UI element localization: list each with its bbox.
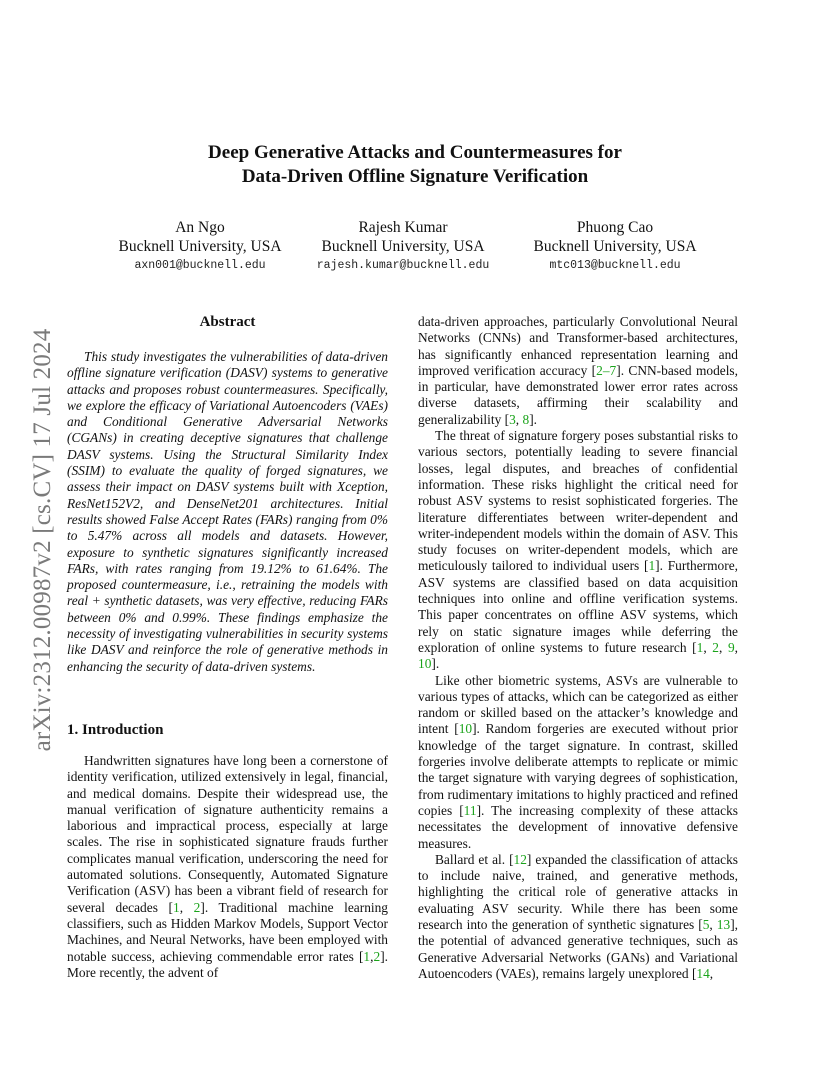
author-block bbox=[100, 218, 300, 276]
citation-link[interactable]: 10 bbox=[458, 721, 473, 737]
author-name: An Ngo bbox=[175, 219, 225, 236]
citation-link[interactable]: 1 bbox=[696, 639, 704, 655]
author-block bbox=[303, 218, 503, 276]
citation-link[interactable]: 7 bbox=[609, 362, 617, 378]
right-column bbox=[418, 314, 738, 982]
citation-link[interactable]: 12 bbox=[513, 851, 527, 867]
author-affiliation: Bucknell University, USA bbox=[118, 238, 282, 255]
intro-paragraph: Handwritten signatures have long been a cornerstone of identity verification, utilized extensively in legal, financial, and medical domains. Despite their widespread use, the manual verification of signature authenticity remains a laborious and impractical process, especially at large scales. The rise in sophisticated signature frauds further complicates manual verification, underscoring the need for automated solutions. Consequently, Automated Signature Verification (ASV) has been a vibrant field of research for several decades [1, 2]. Traditional machine learning classifiers, such as Hidden Markov Models, Support Vector Machines, and Neural Networks, have been employed with notable success, achieving commendable error rates [1,2]. More recently, the advent of bbox=[67, 752, 389, 980]
author-email[interactable]: axn001@bucknell.edu bbox=[134, 259, 266, 272]
citation-link[interactable]: 10 bbox=[418, 656, 432, 672]
citation-link[interactable]: 1 bbox=[172, 899, 180, 915]
author-affiliation: Bucknell University, USA bbox=[533, 238, 697, 255]
citation-link[interactable]: 3 bbox=[509, 411, 516, 427]
abstract-text: This study investigates the vulnerabilities of data-driven offline signature verification (DASV) systems to generative attacks and proposes robust countermeasures. Specifically, we explore the efficacy of Variational Autoencoders (VAEs) and Conditional Generative Adversarial Networks (CGANs) in creating deceptive signatures that challenge DASV systems. Using the Structural Similarity Index (SSIM) to evaluate the quality of forged signatures, we assess their impact on DASV systems built with Xception, ResNet152V2, and DenseNet201 architectures. Initial results showed False Accept Rates (FARs) ranging from 0% to 5.47% across all models and datasets. However, exposure to synthetic signatures significantly increased FARs, with rates ranging from 19.12% to 61.64%. The proposed countermeasure, i.e., retraining the models with real + synthetic datasets, was very effective, reducing FARs between 0% and 0.99%. These findings emphasize the necessity of investigating vulnerabilities in security systems like DASV and reinforce the role of generative methods in enhancing the security of data-driven systems. bbox=[67, 349, 388, 674]
left-column bbox=[67, 312, 388, 981]
author-name: Phuong Cao bbox=[576, 219, 654, 236]
body-paragraph: Ballard et al. [12] expanded the classification of attacks to include naive, trained, and generative methods, highlighting the critical role of generative attacks in evaluating ASV security. While there has been some research into the generation of synthetic signatures [5, 13], the potential of advanced generative techniques, such as Generative Adversarial Networks (GANs) and Variational Autoencoders (VAEs), remains largely unexplored [14, bbox=[418, 851, 738, 981]
citation-link[interactable]: 2 bbox=[193, 899, 201, 915]
citation-link[interactable]: 1 bbox=[648, 558, 656, 574]
author-list bbox=[100, 218, 720, 278]
title-line-1: Deep Generative Attacks and Countermeasures for bbox=[208, 142, 622, 163]
abstract-heading: Abstract bbox=[199, 314, 256, 330]
paper-title bbox=[130, 141, 700, 189]
citation-link[interactable]: 2 bbox=[373, 948, 381, 964]
citation-link[interactable]: 11 bbox=[463, 802, 477, 818]
citation-link[interactable]: 13 bbox=[716, 916, 731, 932]
body-paragraph: Like other biometric systems, ASVs are vulnerable to various types of attacks, which can be categorized as either random or skilled based on the attacker’s knowledge and intent [10]. Random forgeries are executed without prior knowledge of the target signature. In contrast, skilled forgeries involve deliberate attempts to replicate or mimic the target signature with varying degrees of sophistication, from rudimentary imitations to highly practiced and refined copies [11]. The increasing complexity of these attacks necessitates the development of innovative defensive measures. bbox=[418, 672, 738, 851]
author-email[interactable]: rajesh.kumar@bucknell.edu bbox=[316, 259, 490, 272]
arxiv-stamp: arXiv:2312.00987v2 [cs.CV] 17 Jul 2024 bbox=[29, 328, 56, 752]
body-paragraph: The threat of signature forgery poses substantial risks to various sectors, potentially leading to severe financial losses, legal disputes, and breaches of confidential information. These risks highlight the critical need for robust ASV systems to resist sophisticated forgeries. The literature differentiates between writer-dependent and writer-independent models within the domain of ASV. This study focuses on writer-dependent models, which are meticulously tailored to individual users [1]. Furthermore, ASV systems are classified based on data acquisition techniques into online and offline verification systems. This paper concentrates on offline ASV systems, which rely on static signature images while deferring the exploration of online systems to future research [1, 2, 9, 10]. bbox=[418, 428, 738, 672]
citation-link[interactable]: 1 bbox=[363, 948, 371, 964]
citation-link[interactable]: 2 bbox=[596, 362, 603, 378]
citation-link[interactable]: 8 bbox=[522, 411, 530, 427]
author-block bbox=[515, 218, 715, 276]
citation-link[interactable]: 14 bbox=[696, 965, 710, 981]
author-name: Rajesh Kumar bbox=[358, 219, 448, 236]
citation-link[interactable]: 2 bbox=[712, 639, 719, 655]
author-email[interactable]: mtc013@bucknell.edu bbox=[549, 259, 681, 272]
title-line-2: Data-Driven Offline Signature Verification bbox=[241, 166, 589, 187]
body-paragraph: data-driven approaches, particularly Convolutional Neural Networks (CNNs) and Transformer-based architectures, has significantly enhanced representation learning and improved verification accuracy [2–7]. CNN-based models, in particular, have demonstrated lower error rates across diverse datasets, affirming their scalability and generalizability [3, 8]. bbox=[418, 314, 738, 427]
citation-link[interactable]: 5 bbox=[702, 916, 710, 932]
citation-link[interactable]: 9 bbox=[727, 639, 735, 655]
section-heading-introduction: 1. Introduction bbox=[67, 721, 164, 738]
author-affiliation: Bucknell University, USA bbox=[321, 238, 485, 255]
